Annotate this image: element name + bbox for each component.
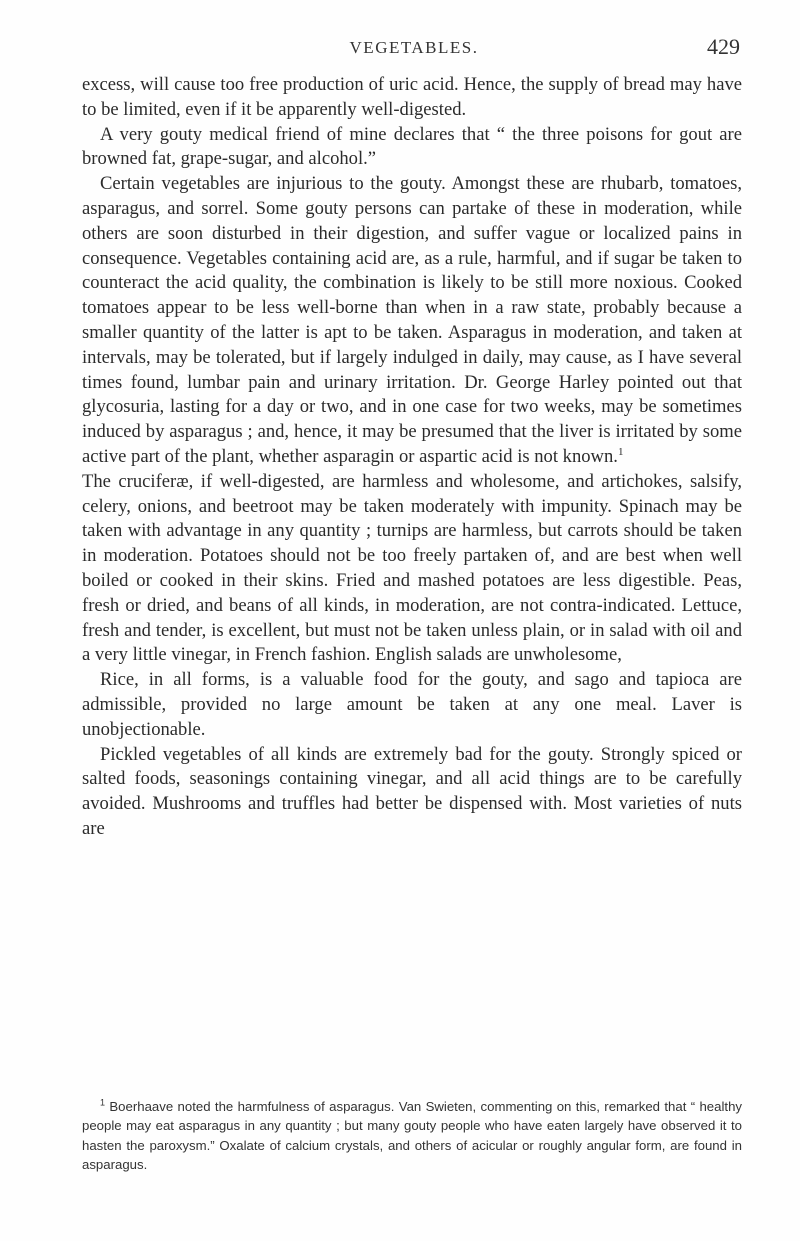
footnote-1 bbox=[82, 1097, 742, 1174]
paragraph-pickled: Pickled vegetables of all kinds are extremely bad for the gouty. Strongly spiced or salted foods, seasonings containing vinegar, and all acid things are to be carefully avoided. Mushrooms and truffles had better be dispensed with. Most varieties of nuts are bbox=[82, 743, 742, 839]
footnote-text: Boerhaave noted the harmfulness of asparagus. Van Swieten, commenting on this, remarked that “ healthy people may eat asparagus in any quantity ; but many gouty people who have eaten largely have observed it to hasten the paroxysm.” Oxalate of calcium crystals, and others of acicular or roughly angular form, are found in asparagus. bbox=[82, 1099, 742, 1172]
paragraph-harmless-vegetables: The cruciferæ, if well-digested, are harmless and wholesome, and artichokes, salsify, celery, onions, and beetroot may be taken moderately with impunity. Spinach may be taken with advantage in any quantity ; turnips are harmless, but carrots should be taken in moderation. Potatoes should not be too freely partaken of, and are best when well boiled or cooked in their skins. Fried and mashed potatoes are less digestible. Peas, fresh or dried, and beans of all kinds, in moderation, are not contra-indicated. Lettuce, fresh and tender, is excellent, but must not be taken unless plain, or in salad with oil and a very little vinegar, in French fashion. English salads are unwholesome, bbox=[82, 470, 742, 666]
page-number: 429 bbox=[707, 34, 740, 59]
body-text bbox=[82, 73, 742, 842]
footnotes bbox=[82, 1097, 742, 1174]
footnote-reference: 1 bbox=[617, 445, 624, 458]
paragraph-injurious-vegetables-text: Certain vegetables are injurious to the gouty. Amongst these are rhubarb, tomatoes, asparagus, and sorrel. Some gouty persons can partake of these in moderation, while others are soon disturbed in their digestion, and suffer vague or localized pains in consequence. Vegetables containing acid are, as a rule, harmful, and if sugar be taken to counteract the acid quality, the combination is likely to be still more noxious. Cooked tomatoes appear to be less well-borne than when in a raw state, probably because a smaller quantity of the latter is apt to be taken. Asparagus in moderation, and taken at intervals, may be tolerated, but if largely indulged in daily, may cause, as I have several times found, lumbar pain and urinary irritation. Dr. George Harley pointed out that glycosuria, lasting for a day or two, and in one case for two weeks, may be sometimes induced by asparagus ; and, hence, it may be presumed that the liver is irritated by some active part of the plant, whether asparagin or aspartic acid is not known. bbox=[82, 173, 742, 467]
paragraph-continuation: excess, will cause too free production of uric acid. Hence, the supply of bread may have to be limited, even if it be apparently well-digested. bbox=[82, 74, 742, 120]
running-head: VEGETABLES. bbox=[349, 38, 479, 57]
page-header bbox=[84, 34, 744, 64]
paragraph-rice: Rice, in all forms, is a valuable food for the gouty, and sago and tapioca are admissible, provided no large amount be taken at any one meal. Laver is unobjectionable. bbox=[82, 669, 742, 740]
paragraph-injurious-vegetables bbox=[82, 172, 742, 470]
footnote-marker: 1 bbox=[100, 1097, 106, 1108]
paragraph-quote-poisons: A very gouty medical friend of mine declares that “ the three poisons for gout are browned fat, grape-sugar, and alcohol.” bbox=[82, 123, 742, 170]
